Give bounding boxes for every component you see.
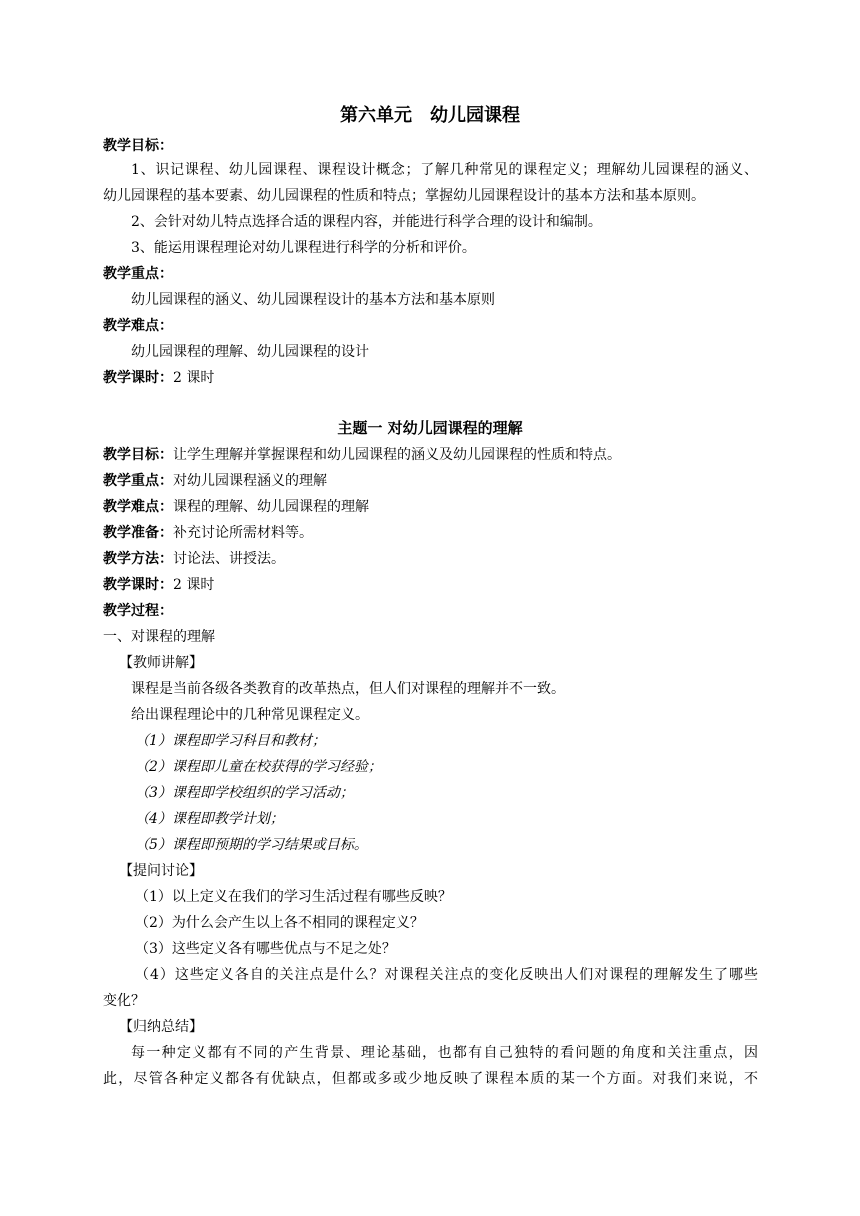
topic-difficulty-text: 课程的理解、幼儿园课程的理解	[173, 499, 369, 515]
unit-difficulty-label: 教学难点：	[103, 318, 173, 334]
unit-hours	[103, 368, 214, 388]
topic-hours	[103, 575, 214, 595]
teacher-paragraph-1: 课程是当前各级各类教育的改革热点，但人们对课程的理解并不一致。	[131, 681, 565, 697]
topic-hours-text: 2 课时	[173, 577, 215, 593]
topic-difficulty	[103, 497, 369, 517]
topic-process-label: 教学过程：	[103, 603, 173, 619]
topic-title: 主题一 对幼儿园课程的理解	[337, 419, 523, 437]
unit-goal-2: 2、会针对幼儿特点选择合适的课程内容，并能进行科学合理的设计和编制。	[131, 214, 602, 230]
topic-key-label: 教学重点：	[103, 473, 173, 489]
topic-key-text: 对幼儿园课程涵义的理解	[173, 473, 327, 489]
unit-key-text: 幼儿园课程的涵义、幼儿园课程设计的基本方法和基本原则	[131, 292, 495, 308]
discussion-heading: 【提问讨论】	[119, 863, 203, 879]
question-item: （2）为什么会产生以上各不相同的课程定义？	[135, 915, 424, 931]
definition-item: （4）课程即教学计划；	[135, 811, 284, 827]
summary-line-1: 每一种定义都有不同的产生背景、理论基础，也都有自己独特的看问题的角度和关注重点，因	[131, 1045, 758, 1061]
teacher-heading: 【教师讲解】	[119, 655, 203, 671]
definition-item: （5）课程即预期的学习结果或目标。	[135, 837, 368, 853]
unit-goal-3: 3、能运用课程理论对幼儿课程进行科学的分析和评价。	[131, 240, 476, 256]
question-4-line-2: 变化？	[103, 993, 145, 1009]
question-item: （1）以上定义在我们的学习生活过程有哪些反映？	[135, 889, 452, 905]
unit-goal-1-line-2: 幼儿园课程的基本要素、幼儿园课程的性质和特点；掌握幼儿园课程设计的基本方法和基本原则。	[103, 188, 705, 204]
topic-goals-text: 让学生理解并掌握课程和幼儿园课程的涵义及幼儿园课程的性质和特点。	[173, 447, 621, 463]
topic-prep-label: 教学准备：	[103, 525, 173, 541]
topic-method-label: 教学方法：	[103, 551, 173, 567]
unit-hours-text: 2 课时	[173, 370, 215, 386]
summary-line-2: 此，尽管各种定义都各有优缺点，但都或多或少地反映了课程本质的某一个方面。对我们来说，不	[103, 1071, 758, 1087]
definition-item: （2）课程即儿童在校获得的学习经验；	[135, 759, 382, 775]
summary-heading: 【归纳总结】	[119, 1019, 203, 1035]
section-heading: 一、对课程的理解	[103, 629, 215, 645]
topic-prep-text: 补充讨论所需材料等。	[173, 525, 313, 541]
unit-difficulty-text: 幼儿园课程的理解、幼儿园课程的设计	[131, 344, 369, 360]
unit-key-label: 教学重点：	[103, 266, 173, 282]
unit-title: 第六单元 幼儿园课程	[340, 105, 520, 126]
definition-item: （1）课程即学习科目和教材；	[135, 733, 326, 749]
topic-hours-label: 教学课时：	[103, 577, 173, 593]
teacher-paragraph-2: 给出课程理论中的几种常见课程定义。	[131, 707, 369, 723]
topic-difficulty-label: 教学难点：	[103, 499, 173, 515]
topic-key	[103, 471, 327, 491]
topic-prep	[103, 523, 313, 543]
topic-method-text: 讨论法、讲授法。	[173, 551, 285, 567]
unit-goals-label: 教学目标：	[103, 138, 173, 154]
topic-goals-label: 教学目标：	[103, 447, 173, 463]
topic-method	[103, 549, 285, 569]
unit-goal-1-line-1: 1、识记课程、幼儿园课程、课程设计概念；了解几种常见的课程定义；理解幼儿园课程的涵义、	[131, 162, 758, 178]
question-item: （3）这些定义各有哪些优点与不足之处？	[135, 941, 396, 957]
topic-goals	[103, 445, 621, 465]
question-4-line-1: （4）这些定义各自的关注点是什么？对课程关注点的变化反映出人们对课程的理解发生了哪些	[135, 967, 758, 983]
definition-item: （3）课程即学校组织的学习活动；	[135, 785, 354, 801]
unit-hours-label: 教学课时：	[103, 370, 173, 386]
